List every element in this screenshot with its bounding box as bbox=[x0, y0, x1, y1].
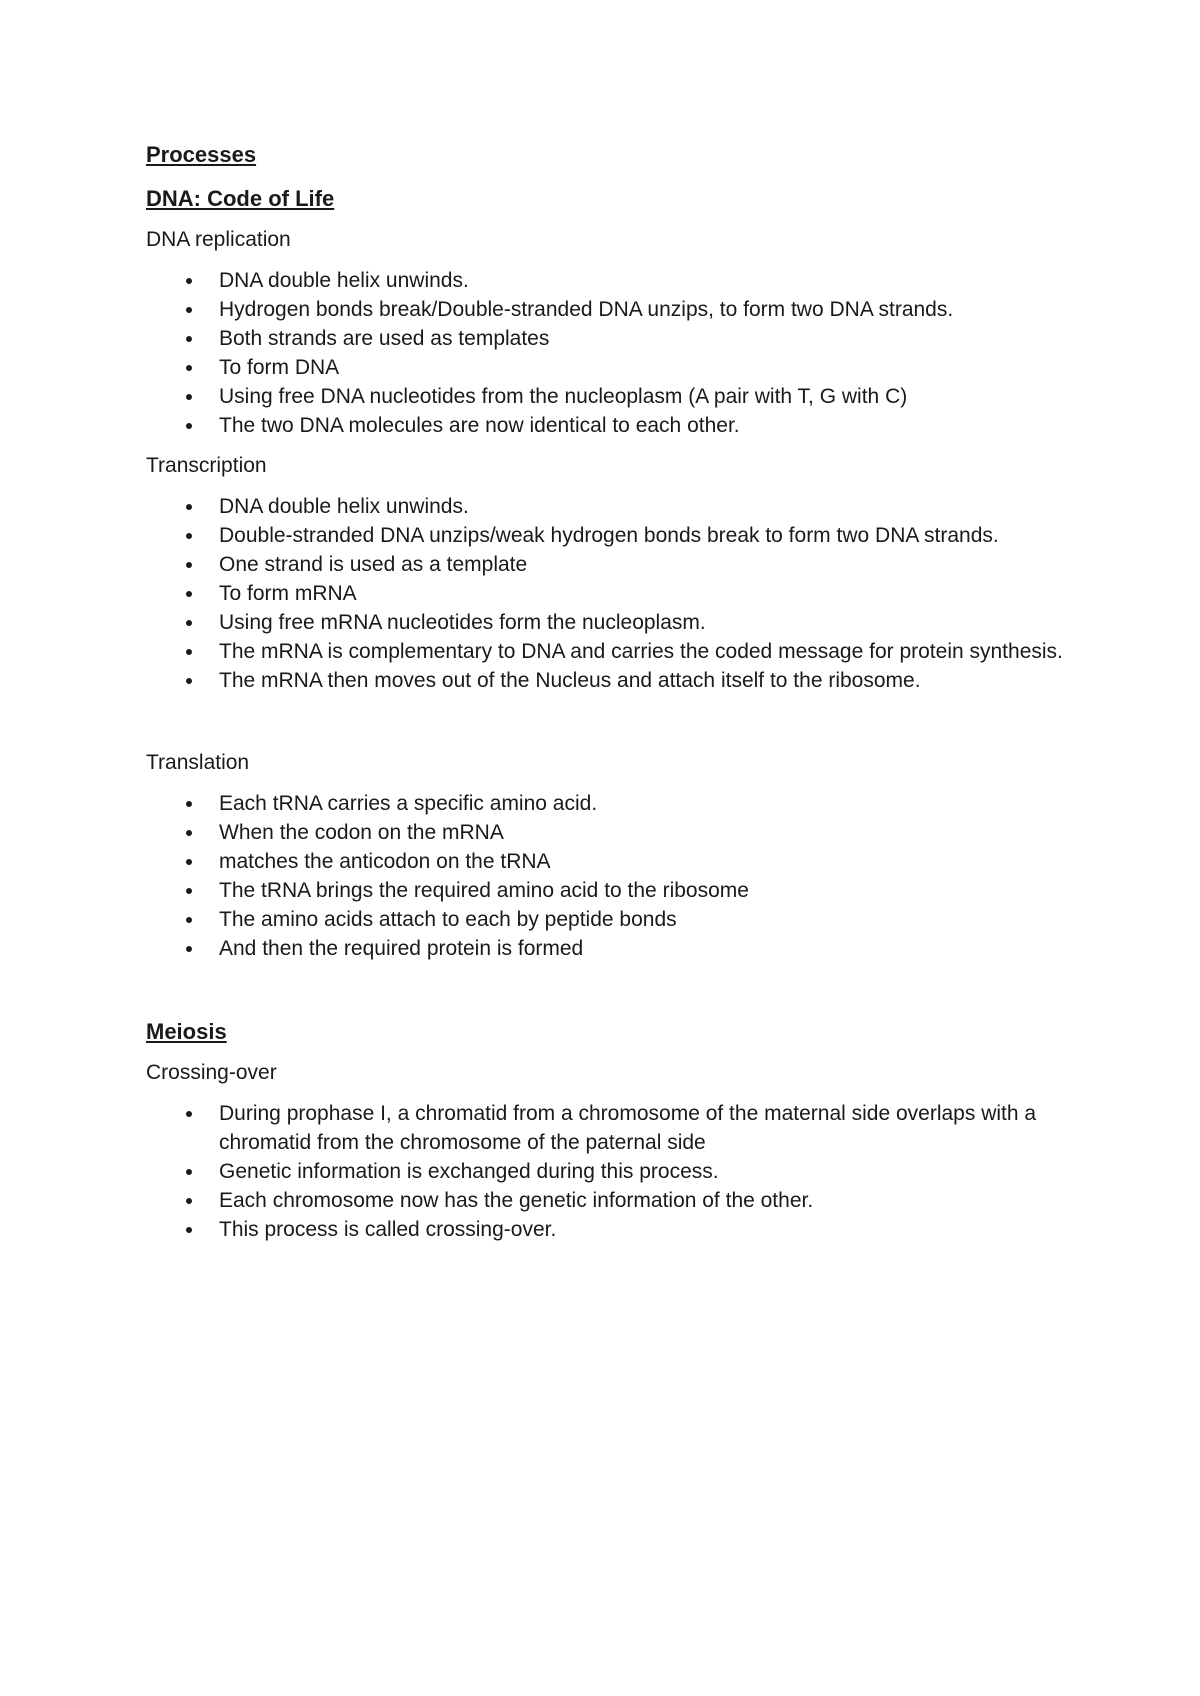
list-item: One strand is used as a template bbox=[146, 550, 1066, 579]
list-item: The mRNA is complementary to DNA and carries the coded message for protein synthesis. bbox=[146, 637, 1066, 666]
bullet-icon bbox=[186, 801, 192, 807]
bullet-icon bbox=[186, 1111, 192, 1117]
bullet-icon bbox=[186, 649, 192, 655]
page-title: Processes bbox=[146, 142, 257, 167]
list-item: This process is called crossing-over. bbox=[146, 1215, 1066, 1244]
list-item: DNA double helix unwinds. bbox=[146, 492, 1066, 521]
bullet-icon bbox=[186, 859, 192, 865]
list-item: DNA double helix unwinds. bbox=[146, 266, 1066, 295]
bullet-icon bbox=[186, 278, 192, 284]
bullet-icon bbox=[186, 946, 192, 952]
bullet-icon bbox=[186, 830, 192, 836]
list-item: The mRNA then moves out of the Nucleus and attach itself to the ribosome. bbox=[146, 666, 1066, 695]
subheading-crossing-over: Crossing-over bbox=[146, 1061, 277, 1084]
list-item: The tRNA brings the required amino acid to the ribosome bbox=[146, 876, 1066, 905]
list-item: Double-stranded DNA unzips/weak hydrogen bonds break to form two DNA strands. bbox=[146, 521, 1066, 550]
bullet-icon bbox=[186, 678, 192, 684]
list-item: When the codon on the mRNA bbox=[146, 818, 1066, 847]
list-item: During prophase I, a chromatid from a chromosome of the maternal side overlaps with a chromatid from the chromosome of the paternal side bbox=[146, 1099, 1066, 1157]
list-item: Each chromosome now has the genetic information of the other. bbox=[146, 1186, 1066, 1215]
spacer bbox=[146, 975, 1066, 1017]
bullet-icon bbox=[186, 394, 192, 400]
bullet-icon bbox=[186, 307, 192, 313]
list-item: Using free mRNA nucleotides form the nucleoplasm. bbox=[146, 608, 1066, 637]
bullet-icon bbox=[186, 533, 192, 539]
list-item: And then the required protein is formed bbox=[146, 934, 1066, 963]
bullet-icon bbox=[186, 620, 192, 626]
subheading-transcription: Transcription bbox=[146, 454, 267, 477]
list-item: Genetic information is exchanged during this process. bbox=[146, 1157, 1066, 1186]
bullet-icon bbox=[186, 917, 192, 923]
list-dna-replication bbox=[146, 266, 1066, 440]
list-translation bbox=[146, 789, 1066, 963]
bullet-icon bbox=[186, 562, 192, 568]
list-item: Hydrogen bonds break/Double-stranded DNA unzips, to form two DNA strands. bbox=[146, 295, 1066, 324]
list-transcription bbox=[146, 492, 1066, 695]
bullet-icon bbox=[186, 1227, 192, 1233]
list-item: matches the anticodon on the tRNA bbox=[146, 847, 1066, 876]
bullet-icon bbox=[186, 888, 192, 894]
bullet-icon bbox=[186, 423, 192, 429]
subheading-dna-replication: DNA replication bbox=[146, 228, 291, 251]
bullet-icon bbox=[186, 591, 192, 597]
spacer bbox=[146, 707, 1066, 749]
list-crossing-over bbox=[146, 1099, 1066, 1244]
list-item: Using free DNA nucleotides from the nucleoplasm (A pair with T, G with C) bbox=[146, 382, 1066, 411]
bullet-icon bbox=[186, 1198, 192, 1204]
list-item: The amino acids attach to each by peptide bonds bbox=[146, 905, 1066, 934]
subheading-translation: Translation bbox=[146, 751, 250, 774]
list-item: To form mRNA bbox=[146, 579, 1066, 608]
list-item: Each tRNA carries a specific amino acid. bbox=[146, 789, 1066, 818]
section-heading-dna: DNA: Code of Life bbox=[146, 186, 335, 211]
section-heading-meiosis: Meiosis bbox=[146, 1019, 227, 1044]
list-item: Both strands are used as templates bbox=[146, 324, 1066, 353]
bullet-icon bbox=[186, 504, 192, 510]
document-page bbox=[146, 140, 1066, 1256]
bullet-icon bbox=[186, 1169, 192, 1175]
list-item: The two DNA molecules are now identical to each other. bbox=[146, 411, 1066, 440]
list-item: To form DNA bbox=[146, 353, 1066, 382]
bullet-icon bbox=[186, 365, 192, 371]
bullet-icon bbox=[186, 336, 192, 342]
